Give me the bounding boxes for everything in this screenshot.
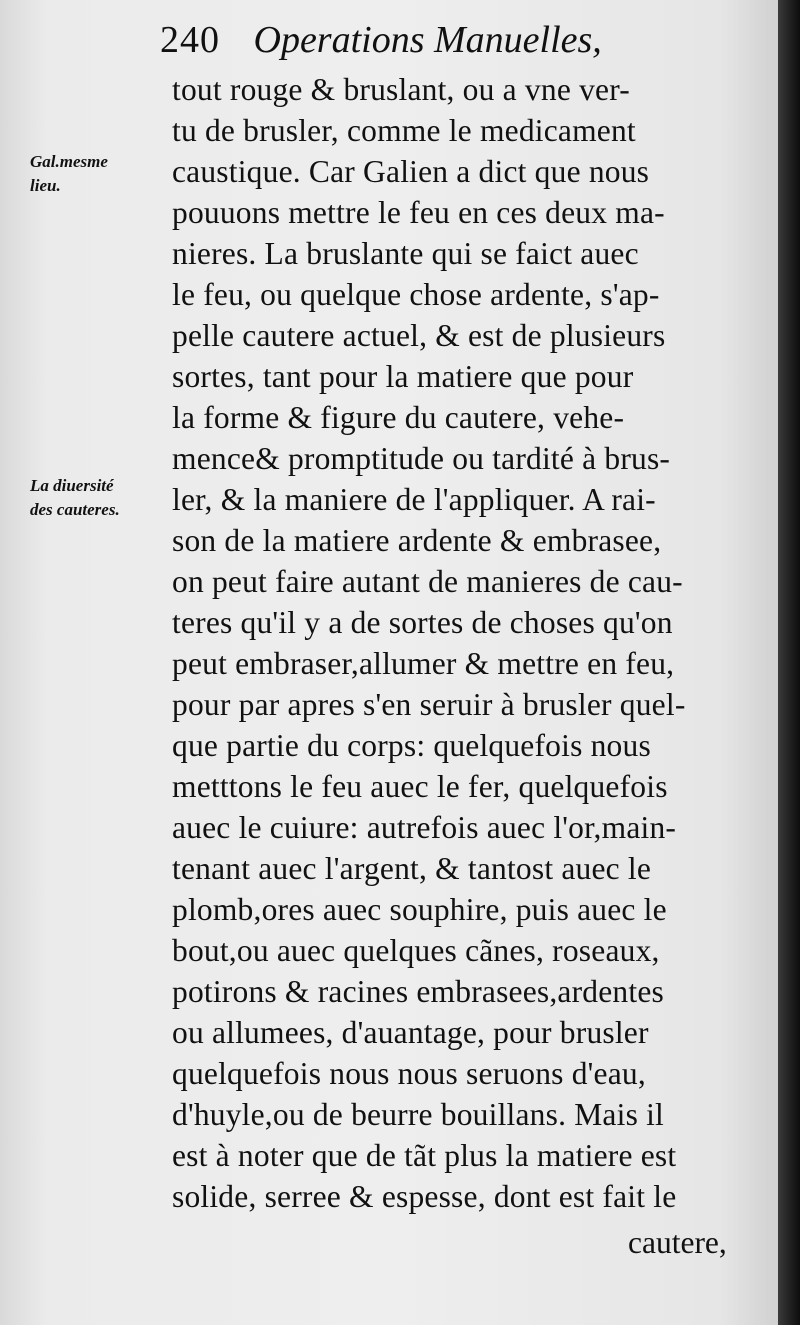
margin-note-galien	[30, 150, 108, 198]
margin-note-line: des cauteres.	[30, 500, 120, 519]
text-line: on peut faire autant de manieres de cau-	[172, 564, 683, 599]
page-number: 240	[160, 19, 220, 61]
text-line: sortes, tant pour la matiere que pour	[172, 359, 634, 394]
text-line: pour par apres s'en seruir à brusler quel-	[172, 687, 686, 722]
margin-note-line: Gal.mesme	[30, 152, 108, 171]
margin-note-diuersite	[30, 474, 120, 522]
text-line: bout,ou auec quelques cãnes, roseaux,	[172, 933, 660, 968]
text-line: plomb,ores auec souphire, puis auec le	[172, 892, 667, 927]
text-line: peut embraser,allumer & mettre en feu,	[172, 646, 675, 681]
text-line: metttons le feu auec le fer, quelquefois	[172, 769, 668, 804]
text-line: quelquefois nous nous seruons d'eau,	[172, 1056, 646, 1091]
text-line: auec le cuiure: autrefois auec l'or,main-	[172, 810, 677, 845]
text-line: que partie du corps: quelquefois nous	[172, 728, 651, 763]
text-line: teres qu'il y a de sortes de choses qu'on	[172, 605, 673, 640]
text-line: le feu, ou quelque chose ardente, s'ap-	[172, 277, 660, 312]
text-line: caustique. Car Galien a dict que nous	[172, 154, 650, 189]
running-title: Operations Manuelles,	[253, 19, 602, 61]
page-header	[160, 18, 602, 62]
margin-note-line: La diuersité	[30, 476, 114, 495]
text-line: ou allumees, d'auantage, pour brusler	[172, 1015, 649, 1050]
margin-note-line: lieu.	[30, 176, 61, 195]
text-line: tenant auec l'argent, & tantost auec le	[172, 851, 652, 886]
text-line: tu de brusler, comme le medicament	[172, 113, 636, 148]
text-line: la forme & figure du cautere, vehe-	[172, 400, 625, 435]
text-line: est à noter que de tãt plus la matiere est	[172, 1138, 677, 1173]
page-edge-shadow	[778, 0, 800, 1325]
text-line: d'huyle,ou de beurre bouillans. Mais il	[172, 1097, 665, 1132]
text-line: mence& promptitude ou tardité à brus-	[172, 441, 671, 476]
text-line: nieres. La bruslante qui se faict auec	[172, 236, 639, 271]
text-line: pouuons mettre le feu en ces deux ma-	[172, 195, 665, 230]
text-line: tout rouge & bruslant, ou a vne ver-	[172, 72, 630, 107]
text-line: potirons & racines embrasees,ardentes	[172, 974, 664, 1009]
catchword: cautere,	[628, 1225, 727, 1260]
text-line: solide, serree & espesse, dont est fait le	[172, 1179, 677, 1214]
text-line: ler, & la maniere de l'appliquer. A rai-	[172, 482, 656, 517]
text-line: son de la matiere ardente & embrasee,	[172, 523, 662, 558]
text-line: pelle cautere actuel, & est de plusieurs	[172, 318, 666, 353]
